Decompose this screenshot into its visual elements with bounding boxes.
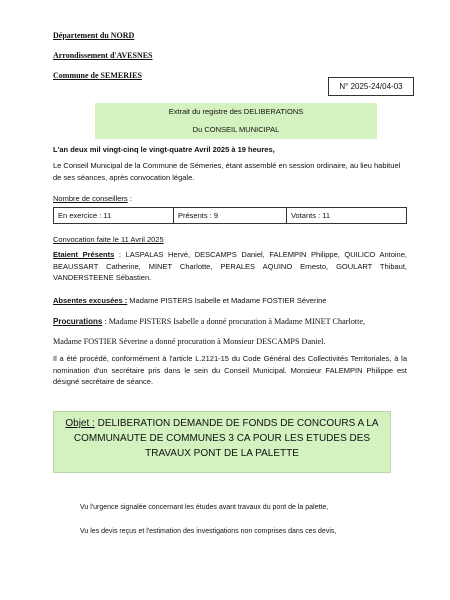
commune-heading: Commune de SEMERIES <box>53 71 142 80</box>
absent-list: Madame PISTERS Isabelle et Madame FOSTIER Séverine <box>127 296 327 305</box>
councillors-title: Nombre de conseillers <box>53 194 128 203</box>
in-office-count: En exercice : 11 <box>54 208 174 224</box>
extract-banner <box>95 103 377 139</box>
proxy-line-2: Madame FOSTIER Séverine a donné procuration à Monsieur DESCAMPS Daniel. <box>53 337 326 346</box>
consideration-urgency: Vu l'urgence signalée concernant les études avant travaux du pont de la palette, <box>80 504 329 511</box>
proxies <box>53 312 407 352</box>
secretary-paragraph: Il a été procédé, conformément à l'article L.2121-15 du Code Général des Collectivités Territoriales, à la nomination d'un secrétaire pris dans le sein du Conseil Municipal. Monsieur FALEMPIN Philippe est désigné secrétaire de séance. <box>53 354 407 386</box>
extract-subtitle: Du CONSEIL MUNICIPAL <box>192 125 280 134</box>
extract-title: Extrait du registre des DELIBERATIONS <box>168 107 304 116</box>
subject-text: DELIBERATION DEMANDE DE FONDS DE CONCOURS A LA COMMUNAUTE DE COMMUNES 3 CA POUR LES ETUDES DES TRAVAUX PONT DE LA PALETTE <box>73 418 379 459</box>
proxies-label: Procurations <box>53 317 103 326</box>
present-list: : LASPALAS Hervé, DESCAMPS Daniel, FALEMPIN Philippe, QUILICO Antoine, BEAUSSART Catherine, MINET Charlotte, PERALES AQUINO Ernesto, GOULART Thibaut, VANDERSTEENE Sébastien. <box>53 250 407 282</box>
voters-count: Votants : 11 <box>286 208 406 224</box>
present-label: Etaient Présents <box>53 250 115 259</box>
councillors-heading <box>53 193 407 205</box>
present-members <box>53 249 407 284</box>
convocation-date: Convocation faite le 11 Avril 2025 <box>53 235 164 244</box>
present-count: Présents : 9 <box>174 208 287 224</box>
subject-box <box>53 411 391 473</box>
deliberation-number: N° 2025-24/04-03 <box>328 77 414 96</box>
proxy-line-1: : Madame PISTERS Isabelle a donné procuration à Madame MINET Charlotte, <box>102 317 366 326</box>
department-heading: Département du NORD <box>53 31 135 40</box>
consideration-quotes: Vu les devis reçus et l'estimation des investigations non comprises dans ces devis, <box>80 528 337 535</box>
councillors-table <box>53 207 407 224</box>
meeting-date <box>53 144 407 156</box>
arrondissement-heading: Arrondissement d'AVESNES <box>53 51 153 60</box>
councillors-title-suffix: : <box>127 194 132 203</box>
subject-label: Objet : <box>65 418 95 429</box>
absent-members <box>53 295 407 307</box>
absent-label: Absentes excusées : <box>53 296 128 305</box>
intro-paragraph: Le Conseil Municipal de la Commune de Sémeries, étant assemblé en session ordinaire, au lieu habituel de ses séances, après convocation légale. <box>53 161 401 182</box>
date-line: L'an deux mil vingt-cinq le vingt-quatre Avril 2025 à 19 heures, <box>53 145 275 154</box>
